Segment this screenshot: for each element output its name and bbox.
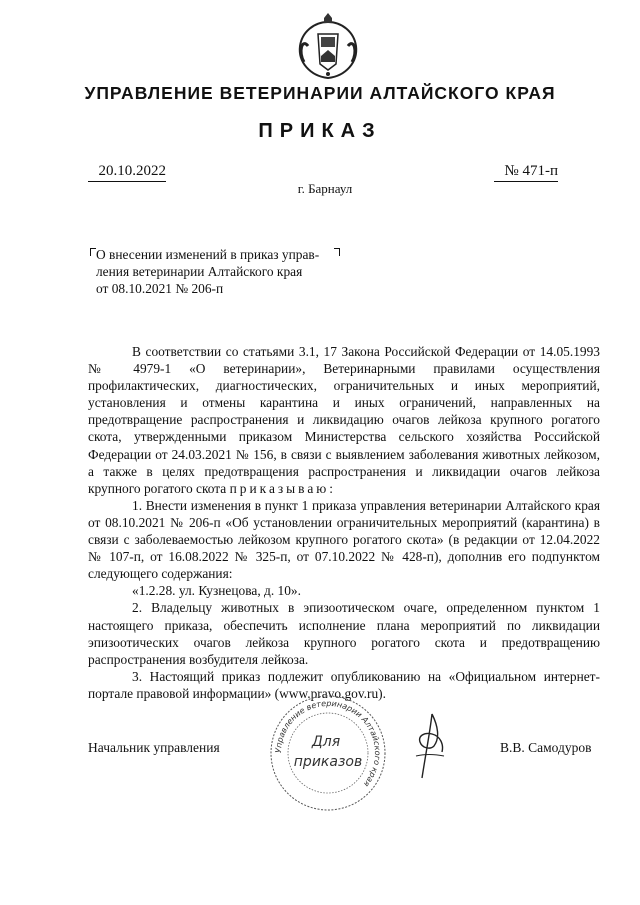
subject-line-2: ления ветеринарии Алтайского края xyxy=(96,264,303,279)
organization-title: УПРАВЛЕНИЕ ВЕТЕРИНАРИИ АЛТАЙСКОГО КРАЯ xyxy=(84,83,556,103)
order-word: приказываю: xyxy=(229,480,336,496)
preamble-text: В соответствии со статьями 3.1, 17 Закона Российской Федерации от 14.05.1993 № 4979-1 «О ветеринарии», Ветеринарными правилами осуществления профилактических, диагностических, ограничительных и иных мероприятий, установления и отмены карантина и иных ограничений, направленных на предотвращение распространения и ликвидацию очагов лейкоза крупного рогатого скота, утвержденными приказом Министерства сельского хозяйства Российской Федерации от 24.03.2021 № 156, в связи с выявлением заболевания животных лейкозом, а также в целях предотвращения распространения и ликвидации очагов лейкоза крупного рогатого скота xyxy=(88,344,600,496)
stamp-line-2: приказов xyxy=(293,754,363,770)
handwritten-signature xyxy=(410,712,450,782)
city-name: г. Барнаул xyxy=(297,181,353,196)
round-stamp xyxy=(268,693,388,813)
signatory-role: Начальник управления xyxy=(88,740,220,755)
item-3-paragraph: 3. Настоящий приказ подлежит опубликованию на «Официальном интернет-портале правовой информации» (www.pravo.gov.ru). xyxy=(88,668,600,701)
item-2-paragraph: 2. Владельцу животных в эпизоотическом очаге, определенном пунктом 1 настоящего приказа, обеспечить исполнение плана мероприятий по ликвидации эпизоотических очагов лейкоза крупного рогатого скота и предотвращению распространения возбудителя лейкоза. xyxy=(88,600,600,667)
stamp-line-1: Для xyxy=(311,734,341,750)
stamp-ring-text: Управление ветеринарии Алтайского края xyxy=(273,698,383,789)
order-subject xyxy=(96,246,336,297)
subject-line-3: от 08.10.2021 № 206-п xyxy=(96,281,224,296)
order-body xyxy=(88,343,600,702)
item-1-paragraph: 1. Внести изменения в пункт 1 приказа управления ветеринарии Алтайского края от 08.10.2021 № 206-п «Об установлении ограничительных мероприятий (карантина) в связи с заболеваемостью лейкозом крупного рогатого скота» (в редакции от 12.04.2022 № 107-п, от 16.08.2022 № 325-п, от 07.10.2022 № 428-п), дополнив его подпунктом следующего содержания: xyxy=(88,497,600,582)
subject-line-1: О внесении изменений в приказ управ- xyxy=(96,247,320,262)
order-date: 20.10.2022 xyxy=(98,163,166,179)
document-type-heading: ПРИКАЗ xyxy=(258,120,382,142)
item-1-subpoint: «1.2.28. ул. Кузнецова, д. 10». xyxy=(132,583,301,599)
coat-of-arms-emblem xyxy=(288,12,368,80)
signatory-name: В.В. Самодуров xyxy=(500,740,592,755)
order-number: № 471-п xyxy=(504,163,558,179)
preamble-paragraph xyxy=(88,343,600,497)
